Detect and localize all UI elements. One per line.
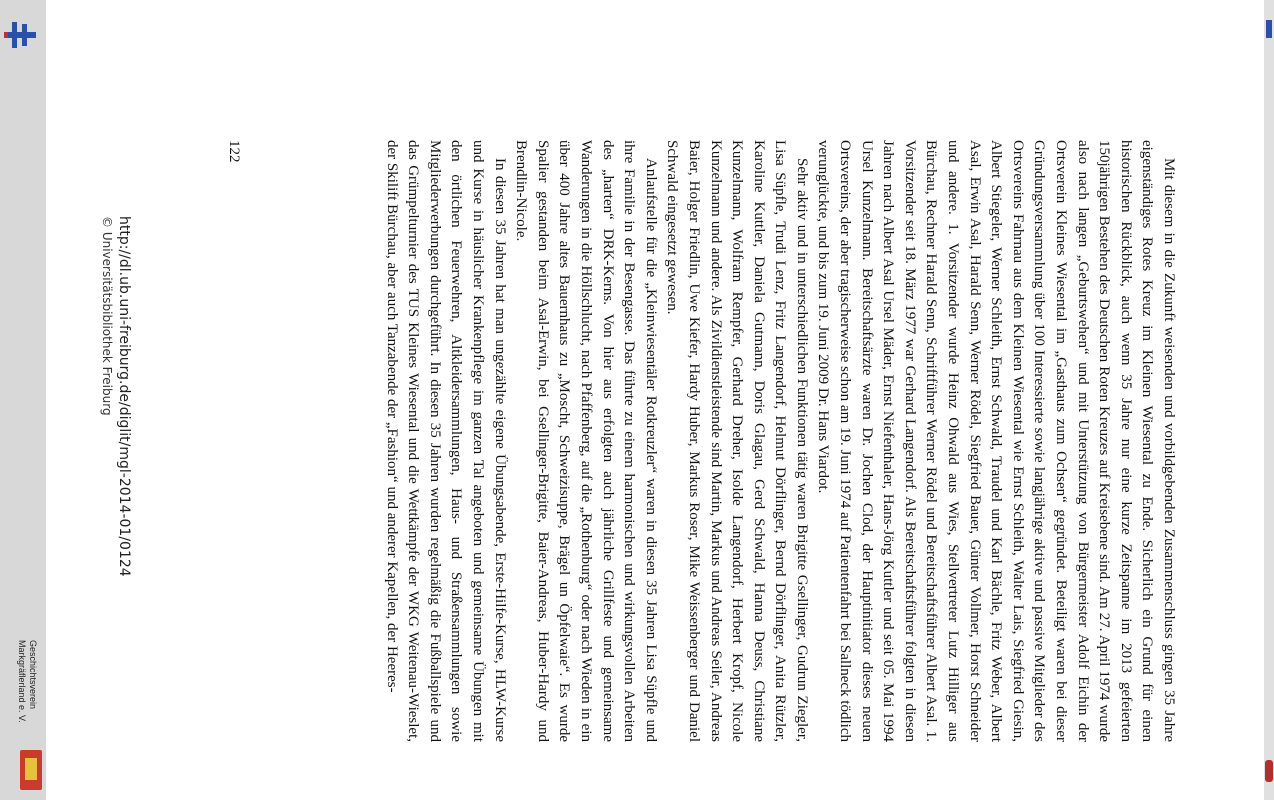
coat-of-arms-icon: [20, 750, 42, 790]
page-body: [380, 140, 1179, 742]
scanned-page-view[interactable]: [46, 0, 1262, 800]
paragraph-1: Mit diesem in die Zukunft weisenden und vorbildgebenden Zusammenschluss gingen 35 Jahre eigenständiges Rotes Kreuz im Kleinen Wiesental zu Ende. Sicherlich ein Grund für einen historischen Rückblick, auch wenn 35 Jahre nur eine kurze Zeitspanne im 2013 gefeierten 150jährigen Bestehen des Deutschen Roten Kreuzes auf Kreisebene sind. Am 27. April 1974 wurde also nach langen „Geburtswehen“ und mit Unterstützung von Bürgermeister Adolf Eichin der Ortsverein Kleines Wiesental im „Gasthaus zum Ochsen“ gegründet. Beteiligt waren bei dieser Gründungsversammlung über 100 Interessierte sowie langjährige aktive und passive Mitglieder des Ortsvereins Fahrnau aus dem Kleinen Wiesental wie Ernst Schleith, Walter Lais, Siegfried Giesin, Albert Stiegeler, Werner Schleith, Ernst Schwald, Traudel und Karl Bächle, Fritz Weber, Albert Asal, Erwin Asal, Harald Senn, Werner Rödel, Siegfried Bauer, Günter Vollmer, Horst Schneider und andere. 1. Vorsitzender wurde Heinz Ohwald aus Wies, Stellvertreter Lutz Hilliger aus Bürchau, Rechner Harald Senn, Schriftführer Werner Rödel und Bereitschaftsführer Albert Asal. 1. Vorsitzender seit 18. März 1977 war Gerhard Langendorf. Als Bereitschaftsführer folgten in diesen Jahren nach Albert Asal Ursel Mäder, Ernst Niefenthaler, Hans-Jörg Kuttler und seit 05. Mai 1994 Ursel Kunzelmann. Bereitschaftsärzte waren Dr. Jochen Clod, der Hauptinitiator dieses neuen Ortsvereins, der aber tragischerweise schon am 19. Juni 1974 auf Patientenfahrt bei Sallneck tödlich verunglückte, und bis zum 19. Juni 2009 Dr. Hans Viardot.: [815, 140, 1177, 742]
paragraph-3: Anlaufstelle für die „Kleinwiesentäler Rotkreuzler“ waren in diesen 35 Jahren Lisa Süpfle und ihre Familie in der Besengasse. Das führte zu einem harmonischen und wirkungsvollen Arbeiten des „harten“ DRK-Kerns. Von hier aus erfolgten auch jährliche Grillfeste und gemeinsame Wanderungen in die Höllschlucht, nach Pfaffenberg, auf die „Rothenburg“ oder nach Wieden in ein über 400 Jahre altes Bauernhaus zu „Moscht, Schweizisuppe, Brägel un Öpfelwaie“. Es wurde Spalier gestanden beim Asal-Erwin, bei Gsellinger-Brigitte, Baier-Andreas, Huber-Hardy und Brendlin-Nicole.: [513, 140, 659, 742]
rotated-page: [46, 0, 1262, 800]
publisher-line-1: Geschichtsverein: [28, 640, 38, 710]
source-url[interactable]: http://dl.ub.uni-freiburg.de/diglit/mgl-2014-01/0124: [116, 216, 132, 577]
paragraph-2: Sehr aktiv und in unterschiedlichen Funktionen tätig waren Brigitte Gsellinger, Gudrun Ziegler, Lisa Süpfle, Trudi Lenz, Fritz Langendorf, Helmut Dörflinger, Bernd Dörflinger, Anita Rützler, Karoline Kuttler, Daniela Gutmann, Doris Glagau, Gerd Schwald, Hanna Deuss, Christiane Kunzelmann, Wolfram Rempfer, Gerhard Dreher, Isolde Langendorf, Herbert Kropf, Nicole Kunzelmann und andere. Als Zivildienstleistende sind Martin, Markus und Andreas Seiler, Andreas Baier, Holger Friedlin, Uwe Kiefer, Hardy Huber, Markus Roser, Mike Weissenberger und Daniel Schwald eingesetzt gewesen.: [664, 140, 810, 742]
library-logo-icon-right: [1266, 20, 1272, 38]
paragraph-4: In diesen 35 Jahren hat man ungezählte eigene Übungsabende, Erste-Hilfe-Kurse, HLW-Kurse und Kurse in häuslicher Krankenpflege im ganzen Tal angeboten und gemeinsame Übungen mit den örtlichen Feuerwehren, Altkleidersammlungen, Haus- und Straßensammlungen sowie Mitgliederwerbungen durchgeführt. In diesen 35 Jahren wurden regelmäßig die Fußballspiele und das Grümpelturnier des TUS Kleines Wiesental und die Wettkämpfe der WKG Weitenau-Wieslet, der Skilift Bürchau, aber auch Tanzabende der „Fashion“ und anderer Kapellen, der Heeres-: [383, 140, 508, 742]
left-viewer-strip: [0, 0, 46, 800]
right-viewer-strip: [1264, 0, 1274, 800]
publisher-line-2: Markgräflerland e. V.: [17, 640, 27, 723]
coat-of-arms-icon-right: [1265, 760, 1273, 782]
library-logo-icon: [4, 22, 36, 48]
page-number: 122: [226, 140, 242, 163]
copyright-notice: © Universitätsbibliothek Freiburg: [100, 216, 114, 416]
